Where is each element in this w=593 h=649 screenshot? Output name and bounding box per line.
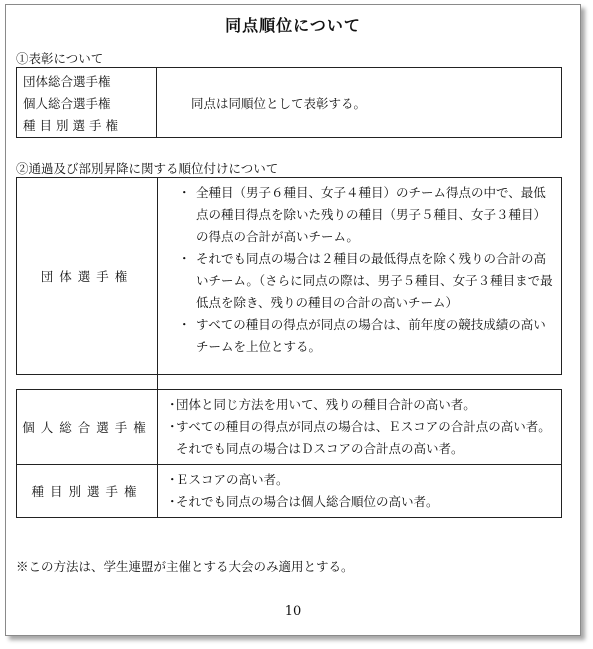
rule-item <box>178 182 553 248</box>
page-number: 10 <box>284 604 302 619</box>
rule-item <box>166 416 553 460</box>
bullet-mark: ・ <box>166 494 179 509</box>
ranking-row-individual <box>17 390 562 465</box>
awards-rule-cell <box>157 68 562 138</box>
ranking-rules-team <box>158 178 562 375</box>
ranking-label-team: 団体選手権 <box>17 178 158 375</box>
bullet-mark: ・ <box>178 185 191 200</box>
rule-text: 全種目（男子６種目、女子４種目）のチーム得点の中で、最低点の種目得点を除いた残りの種目（男子５種目、女子３種目）の得点の合計が高いチーム。 <box>196 185 547 244</box>
page-title: 同点順位について <box>225 16 361 35</box>
document-page <box>5 4 581 636</box>
rule-item <box>178 248 553 314</box>
rule-text: すべての種目の得点が同点の場合は、前年度の競技成績の高いチームを上位とする。 <box>196 317 546 354</box>
rule-text: それでも同点の場合は個人総合順位の高い者。 <box>176 494 439 509</box>
footnote: ※この方法は、学生連盟が主催とする大会のみ適用とする。 <box>16 559 354 574</box>
rule-item <box>178 314 553 358</box>
category-event-final: 種目別選手権 <box>23 118 123 133</box>
bullet-mark: ・ <box>178 251 191 266</box>
awards-table <box>16 67 562 138</box>
ranking-table <box>16 177 562 518</box>
table-spacer <box>17 375 562 390</box>
rule-text: Ｅスコアの高い者。 <box>176 472 289 487</box>
rule-text: それでも同点の場合は２種目の最低得点を除く残りの合計の高いチーム。（さらに同点の際は、男子５種目、女子３種目まで最低点を除き、残りの種目の合計の高いチーム） <box>196 251 553 310</box>
ranking-row-team <box>17 178 562 375</box>
ranking-rules-individual <box>158 390 562 465</box>
bullet-mark: ・ <box>166 397 179 412</box>
section1-heading: ①表彰について <box>16 51 104 66</box>
rule-item <box>166 491 553 513</box>
section2-heading: ②通過及び部別昇降に関する順位付けについて <box>16 161 279 176</box>
category-team-all-around: 団体総合選手権 <box>23 74 111 89</box>
ranking-rules-event <box>158 465 562 518</box>
rule-item <box>166 469 553 491</box>
awards-row <box>17 68 562 138</box>
rule-text: 団体と同じ方法を用いて、残りの種目合計の高い者。 <box>176 397 476 412</box>
ranking-row-event <box>17 465 562 518</box>
ranking-label-individual: 個人総合選手権 <box>17 390 158 465</box>
rule-text: すべての種目の得点が同点の場合は、Ｅスコアの合計点の高い者。それでも同点の場合はＤスコアの合計点の高い者。 <box>176 419 551 456</box>
bullet-mark: ・ <box>166 419 179 434</box>
awards-rule-text: 同点は同順位として表彰する。 <box>191 95 367 111</box>
ranking-label-event: 種目別選手権 <box>17 465 158 518</box>
bullet-mark: ・ <box>178 317 191 332</box>
rule-item <box>166 394 553 416</box>
awards-categories-cell <box>17 68 157 138</box>
category-individual-all-around: 個人総合選手権 <box>23 96 111 111</box>
bullet-mark: ・ <box>166 472 179 487</box>
